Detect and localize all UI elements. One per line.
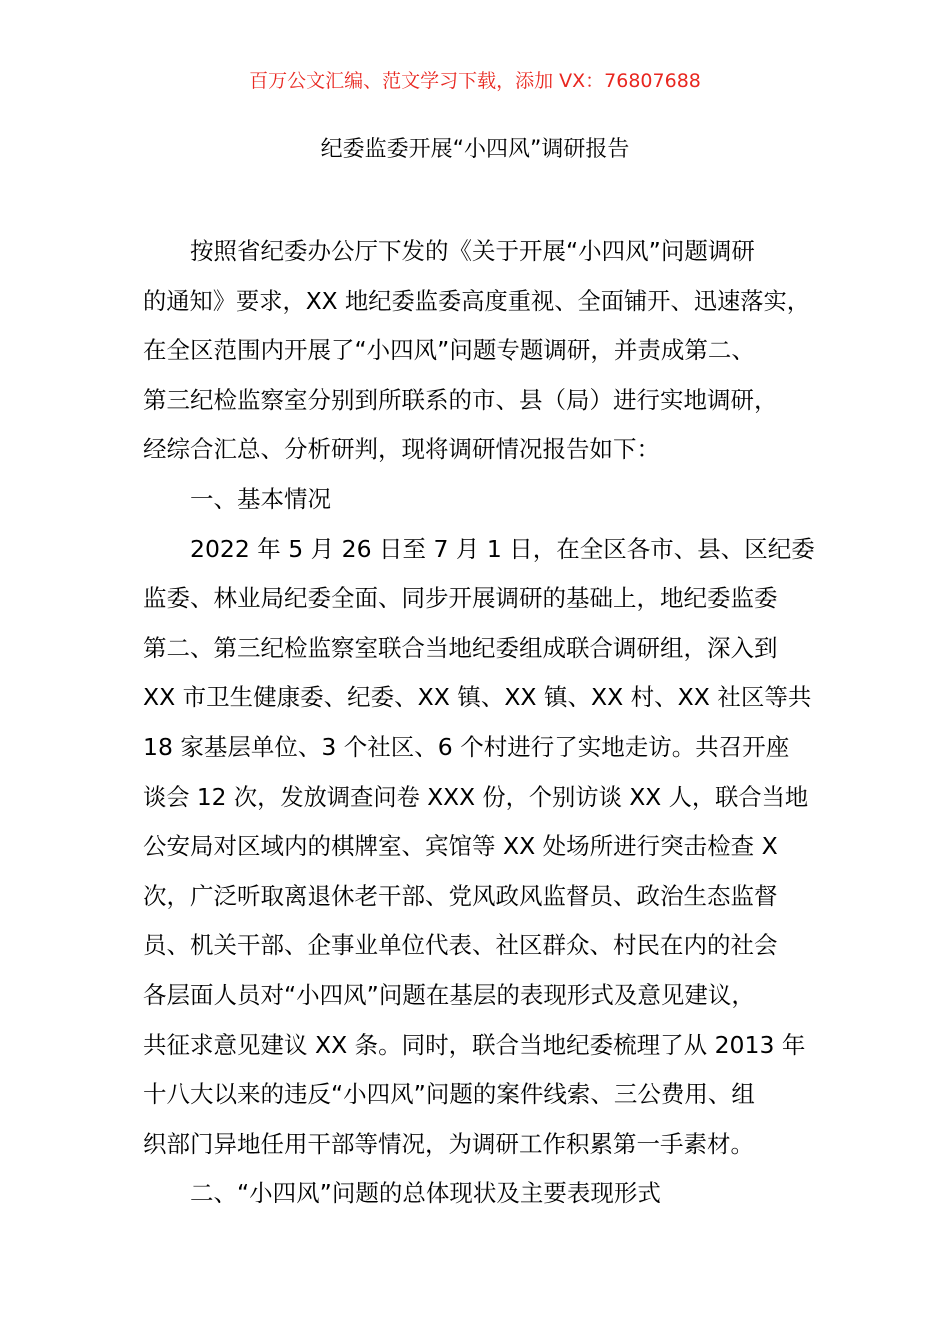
paragraph-intro-line: 经综合汇总、分析研判，现将调研情况报告如下： [143,435,660,464]
paragraph-basic-line: 各层面人员对“小四风”问题在基层的表现形式及意见建议， [143,980,755,1009]
paragraph-basic-line: 织部门异地任用干部等情况，为调研工作积累第一手素材。 [143,1129,754,1158]
paragraph-basic-line: 2022 年 5 月 26 日至 7 月 1 日，在全区各市、县、区纪委 [190,534,815,563]
paragraph-intro-line: 第三纪检监察室分别到所联系的市、县（局）进行实地调研， [143,385,778,414]
paragraph-basic-line: 谈会 12 次，发放调查问卷 XXX 份，个别访谈 XX 人，联合当地 [143,783,809,811]
paragraph-basic-line: 员、机关干部、企事业单位代表、社区群众、村民在内的社会 [143,931,778,960]
paragraph-basic-line: 18 家基层单位、3 个社区、6 个村进行了实地走访。共召开座 [143,732,790,761]
section-heading-basic-situation: 一、基本情况 [190,484,331,513]
paragraph-basic-line: 十八大以来的违反“小四风”问题的案件线索、三公费用、组 [143,1080,755,1109]
paragraph-basic-line: 共征求意见建议 XX 条。同时，联合当地纪委梳理了从 2013 年 [143,1030,806,1059]
paragraph-basic-line: 公安局对区域内的棋牌室、宾馆等 XX 处场所进行突击检查 X [143,832,778,861]
header-banner: 百万公文汇编、范文学习下载，添加 VX：76807688 [249,70,701,92]
paragraph-intro-line: 在全区范围内开展了“小四风”问题专题调研，并责成第二、 [143,336,755,365]
paragraph-intro-line: 的通知》要求，XX 地纪委监委高度重视、全面铺开、迅速落实， [143,287,810,315]
paragraph-basic-line: XX 市卫生健康委、纪委、XX 镇、XX 镇、XX 村、XX 社区等共 [143,683,812,712]
paragraph-basic-line: 次，广泛听取离退休老干部、党风政风监督员、政治生态监督 [143,881,778,910]
document-title: 纪委监委开展“小四风”调研报告 [320,137,630,162]
paragraph-basic-line: 第二、第三纪检监察室联合当地纪委组成联合调研组，深入到 [143,633,778,662]
document-body [143,227,815,1219]
section-heading-overall-status: 二、“小四风”问题的总体现状及主要表现形式 [190,1179,661,1208]
paragraph-basic-line: 监委、林业局纪委全面、同步开展调研的基础上，地纪委监委 [143,584,778,613]
paragraph-intro-line: 按照省纪委办公厅下发的《关于开展“小四风”问题调研 [190,237,755,265]
